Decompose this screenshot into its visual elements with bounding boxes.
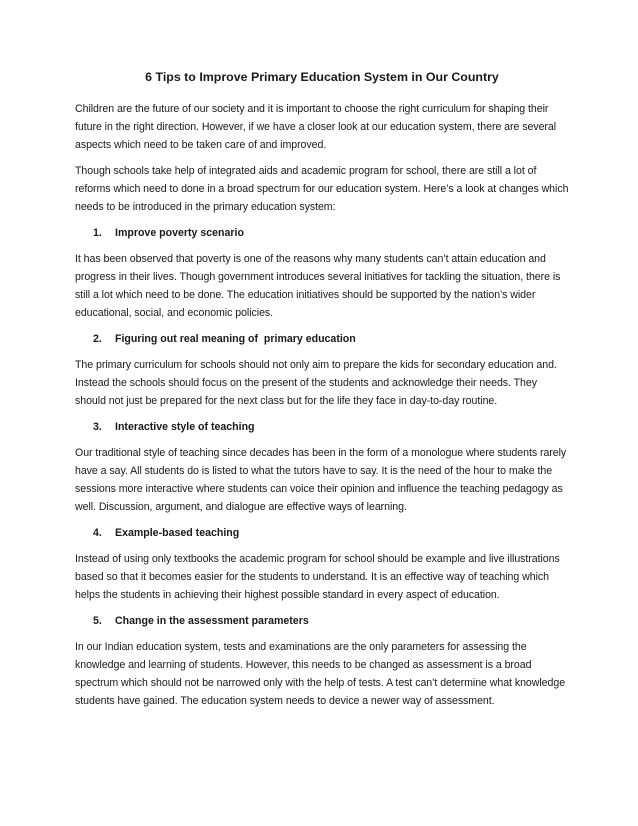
document-page xyxy=(75,68,569,718)
section-number: 4. xyxy=(93,527,102,539)
section-body: The primary curriculum for schools should not only aim to prepare the kids for secondary education and. Instead the schools should focus on the present of the students and acknowledge their needs. They should not just be prepared for the next class but for the life they face in day-to-day routine. xyxy=(75,359,557,407)
section-number: 1. xyxy=(93,227,102,239)
section-body: Instead of using only textbooks the academic program for school should be example and live illustrations based so that it becomes easier for the students to understand. It is an effective way of teaching which helps the students in achieving their highest possible standard in every aspect of education. xyxy=(75,553,560,601)
section-heading-text: Change in the assessment parameters xyxy=(115,615,309,627)
section-heading xyxy=(75,330,569,348)
section-number: 5. xyxy=(93,615,102,627)
intro-paragraph: Though schools take help of integrated aids and academic program for school, there are still a lot of reforms which need to done in a broad spectrum for our education system. Here’s a look at changes which needs to be introduced in the primary education system: xyxy=(75,165,569,213)
section-heading xyxy=(75,418,569,436)
section-body: In our Indian education system, tests and examinations are the only parameters for assessing the knowledge and learning of students. However, this needs to be changed as assessment is a broad spectrum which should not be narrowed only with the help of tests. A test can’t determine what knowledge students have gained. The education system needs to device a newer way of assessment. xyxy=(75,641,566,707)
section-heading xyxy=(75,524,569,542)
section-heading-text: Example-based teaching xyxy=(115,527,240,539)
page-title: 6 Tips to Improve Primary Education System in Our Country xyxy=(145,70,499,84)
section-heading-text: Interactive style of teaching xyxy=(115,421,255,433)
section-body: Our traditional style of teaching since decades has been in the form of a monologue where students rarely have a say. All students do is listed to what the tutors have to say. It is the need of the hour to make the sessions more interactive where students can voice their opinion and influence the teaching pedagogy as well. Discussion, argument, and dialogue are effective ways of learning. xyxy=(75,447,567,513)
section-heading xyxy=(75,612,569,630)
section-heading-text: Figuring out real meaning of primary education xyxy=(115,333,356,345)
section-number: 2. xyxy=(93,333,102,345)
section-heading xyxy=(75,224,569,242)
section-body: It has been observed that poverty is one of the reasons why many students can’t attain education and progress in their lives. Though government introduces several initiatives for tackling the situation, there is still a lot which need to be done. The education initiatives should be supported by the nation’s wider educational, social, and economic policies. xyxy=(75,253,561,319)
section-heading-text: Improve poverty scenario xyxy=(115,227,244,239)
intro-paragraph: Children are the future of our society and it is important to choose the right curriculum for shaping their future in the right direction. However, if we have a closer look at our education system, there are several aspects which need to be taken care of and improved. xyxy=(75,103,557,151)
section-number: 3. xyxy=(93,421,102,433)
